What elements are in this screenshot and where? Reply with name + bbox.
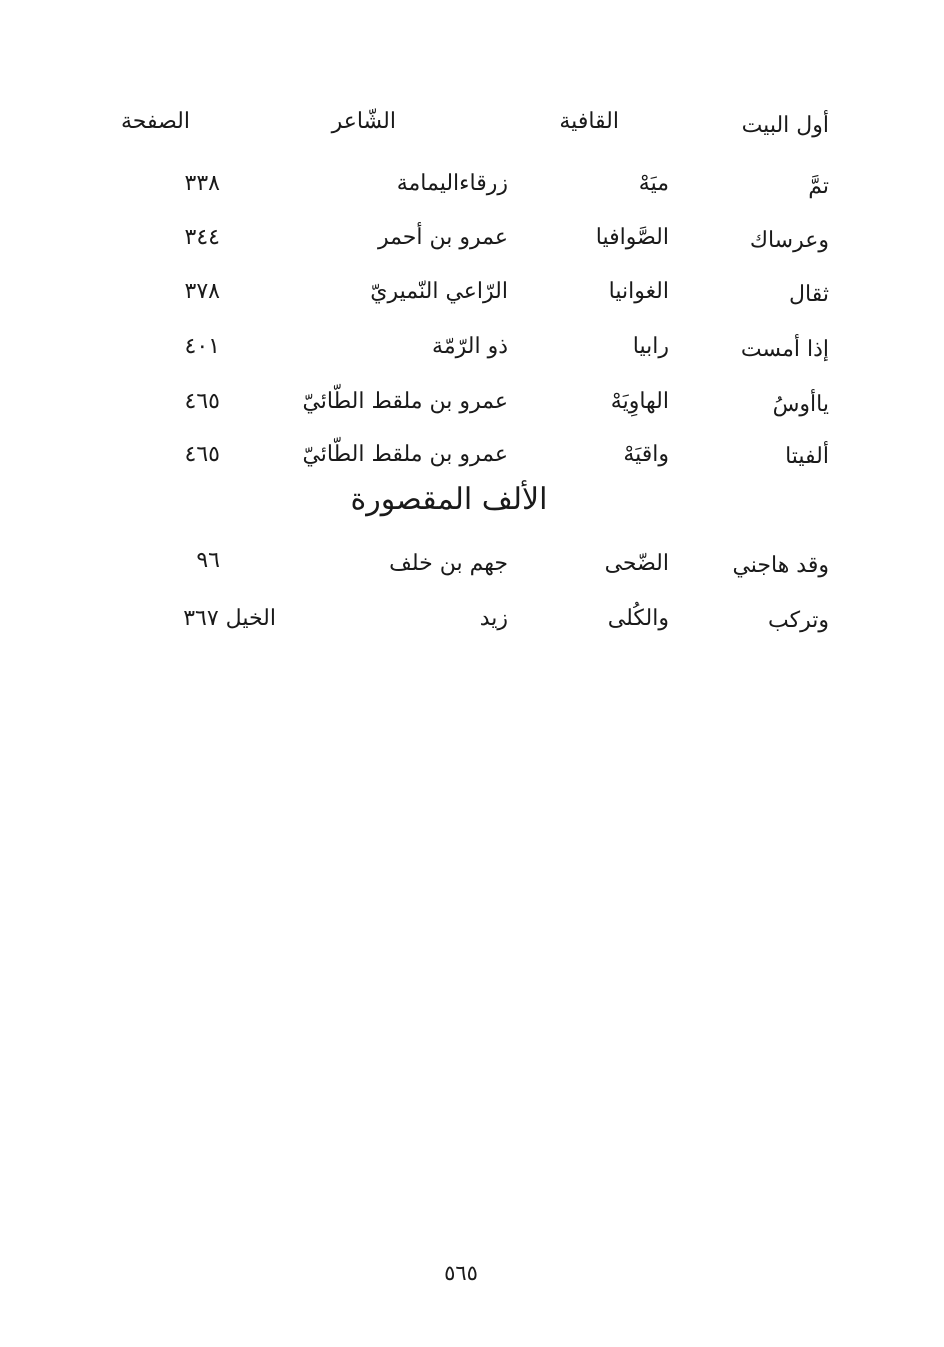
row-first-words: وعرساك xyxy=(749,228,829,253)
row-page: ٤٠١ xyxy=(184,334,220,359)
row-page: ٣٧٨ xyxy=(184,279,220,304)
row-rhyme: الغوانيا xyxy=(608,279,669,304)
header-rhyme: القافية xyxy=(559,109,619,134)
row-rhyme: ميَهْ xyxy=(638,171,669,196)
row-first-words: ثقال xyxy=(789,282,829,307)
row-first-words: وتركب xyxy=(768,608,829,633)
row-first-words: ألفيتا xyxy=(785,444,829,469)
row-page: ٣٣٨ xyxy=(184,171,220,196)
header-poet: الشّاعر xyxy=(331,109,396,134)
row-rhyme: الصَّوافيا xyxy=(595,225,669,250)
row-page: ٤٦٥ xyxy=(184,389,220,414)
row-poet: زيد xyxy=(479,606,508,631)
row-poet: عمرو بن ملقط الطّائيّ xyxy=(302,389,508,414)
row-page: ٣٤٤ xyxy=(184,225,220,250)
row-rhyme: رابيا xyxy=(632,334,669,359)
row-rhyme: واقيَهْ xyxy=(623,442,669,467)
row-rhyme: الضّحى xyxy=(604,551,669,576)
row-first-words: تمَّ xyxy=(808,174,829,199)
row-poet: زرقاءاليمامة xyxy=(396,171,508,196)
row-poet: جهم بن خلف xyxy=(389,551,508,576)
row-page: ٤٦٥ xyxy=(184,442,220,467)
row-rhyme: والكُلى xyxy=(607,606,669,631)
row-poet: عمرو بن أحمر xyxy=(377,225,508,250)
row-page: ٩٦ xyxy=(196,548,220,573)
row-first-words: ياأوسُ xyxy=(772,392,829,417)
row-poet: ذو الرّمّة xyxy=(432,334,508,359)
section-title: الألف المقصورة xyxy=(350,482,548,517)
row-first-words: وقد هاجني xyxy=(732,553,829,578)
header-first-words: أول البيت xyxy=(741,113,829,138)
row-page: الخيل ٣٦٧ xyxy=(183,606,276,631)
row-first-words: إذا أمست xyxy=(740,337,829,362)
row-rhyme: الهاوِيَهْ xyxy=(610,389,669,414)
page-number: ٥٦٥ xyxy=(444,1261,478,1285)
row-poet: الرّاعي النّميريّ xyxy=(370,279,508,304)
row-poet: عمرو بن ملقط الطّائيّ xyxy=(302,442,508,467)
header-page: الصفحة xyxy=(120,109,190,134)
